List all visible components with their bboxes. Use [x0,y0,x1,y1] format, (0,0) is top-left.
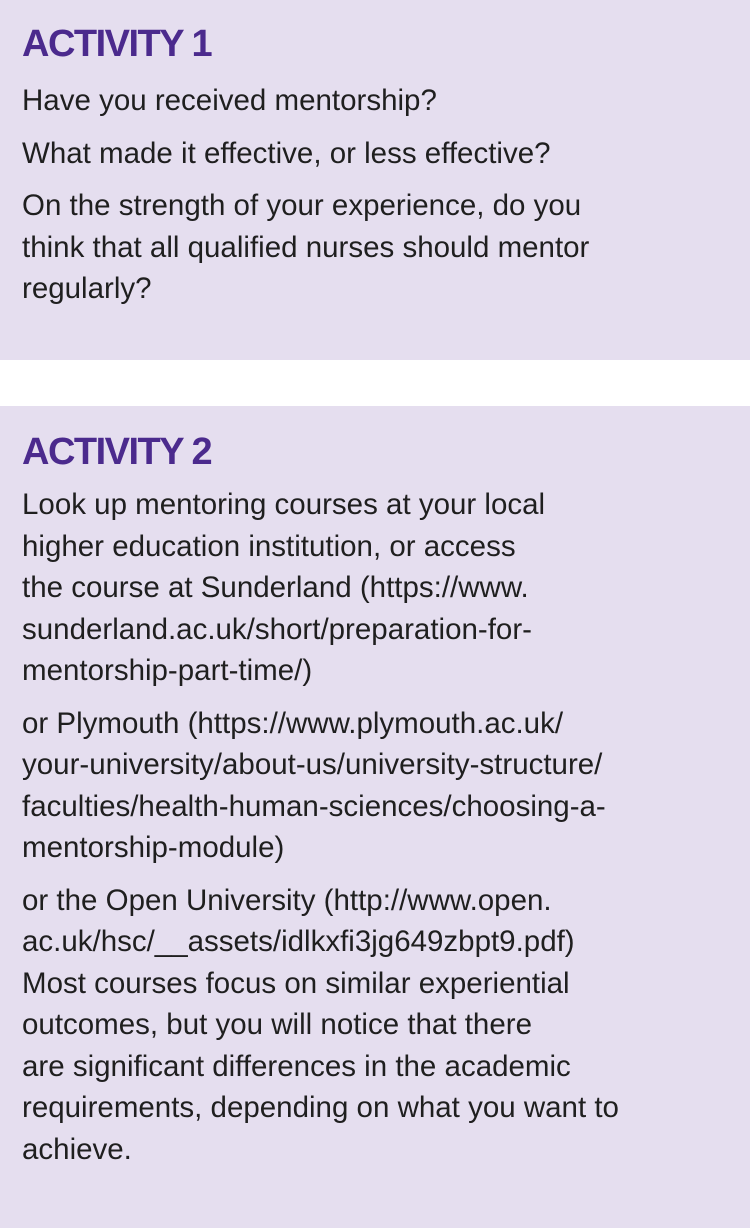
activity-2-box [0,406,750,1228]
activity-1-heading: ACTIVITY 1 [22,23,212,65]
text-line: think that all qualified nurses should mentor [22,230,590,264]
text-line: mentorship-module) [22,831,285,864]
text-line: or Plymouth (https://www.plymouth.ac.uk/ [22,706,564,740]
activity-1-question-1 [22,80,740,122]
text-line: the course at Sunderland (https://www. [22,571,529,604]
text-line: your-university/about-us/university-structure/ [22,748,603,781]
text-line: On the strength of your experience, do you [22,189,582,222]
text-line: regularly? [22,272,152,305]
text-line: higher education institution, or access [22,529,516,563]
activity-2-heading: ACTIVITY 2 [22,431,212,473]
text-line: Most courses focus on similar experiential [22,966,570,1000]
text-line: Look up mentoring courses at your local [22,488,546,521]
text-line: mentorship-part-time/) [22,654,313,687]
text-line: achieve. [22,1132,132,1166]
text-line: sunderland.ac.uk/short/preparation-for- [22,612,532,646]
activity-2-plymouth-paragraph [22,703,740,869]
activity-1-box [0,0,750,360]
text-line: or the Open University (http://www.open. [22,883,552,917]
text-line: outcomes, but you will notice that there [22,1008,532,1041]
text-line: ac.uk/hsc/__assets/idlkxfi3jg649zbpt9.pdf) [22,925,575,958]
text-line: Have you received mentorship? [22,84,437,117]
text-line: faculties/health-human-sciences/choosing-a- [22,789,606,823]
text-line: requirements, depending on what you want to [22,1091,619,1124]
activity-1-question-2 [22,133,740,175]
text-line: are significant differences in the academic [22,1049,571,1083]
activity-2-sunderland-paragraph [22,484,740,692]
activity-2-open-university-paragraph [22,880,740,1171]
activity-1-question-3 [22,185,740,310]
text-line: What made it effective, or less effective? [22,136,551,170]
